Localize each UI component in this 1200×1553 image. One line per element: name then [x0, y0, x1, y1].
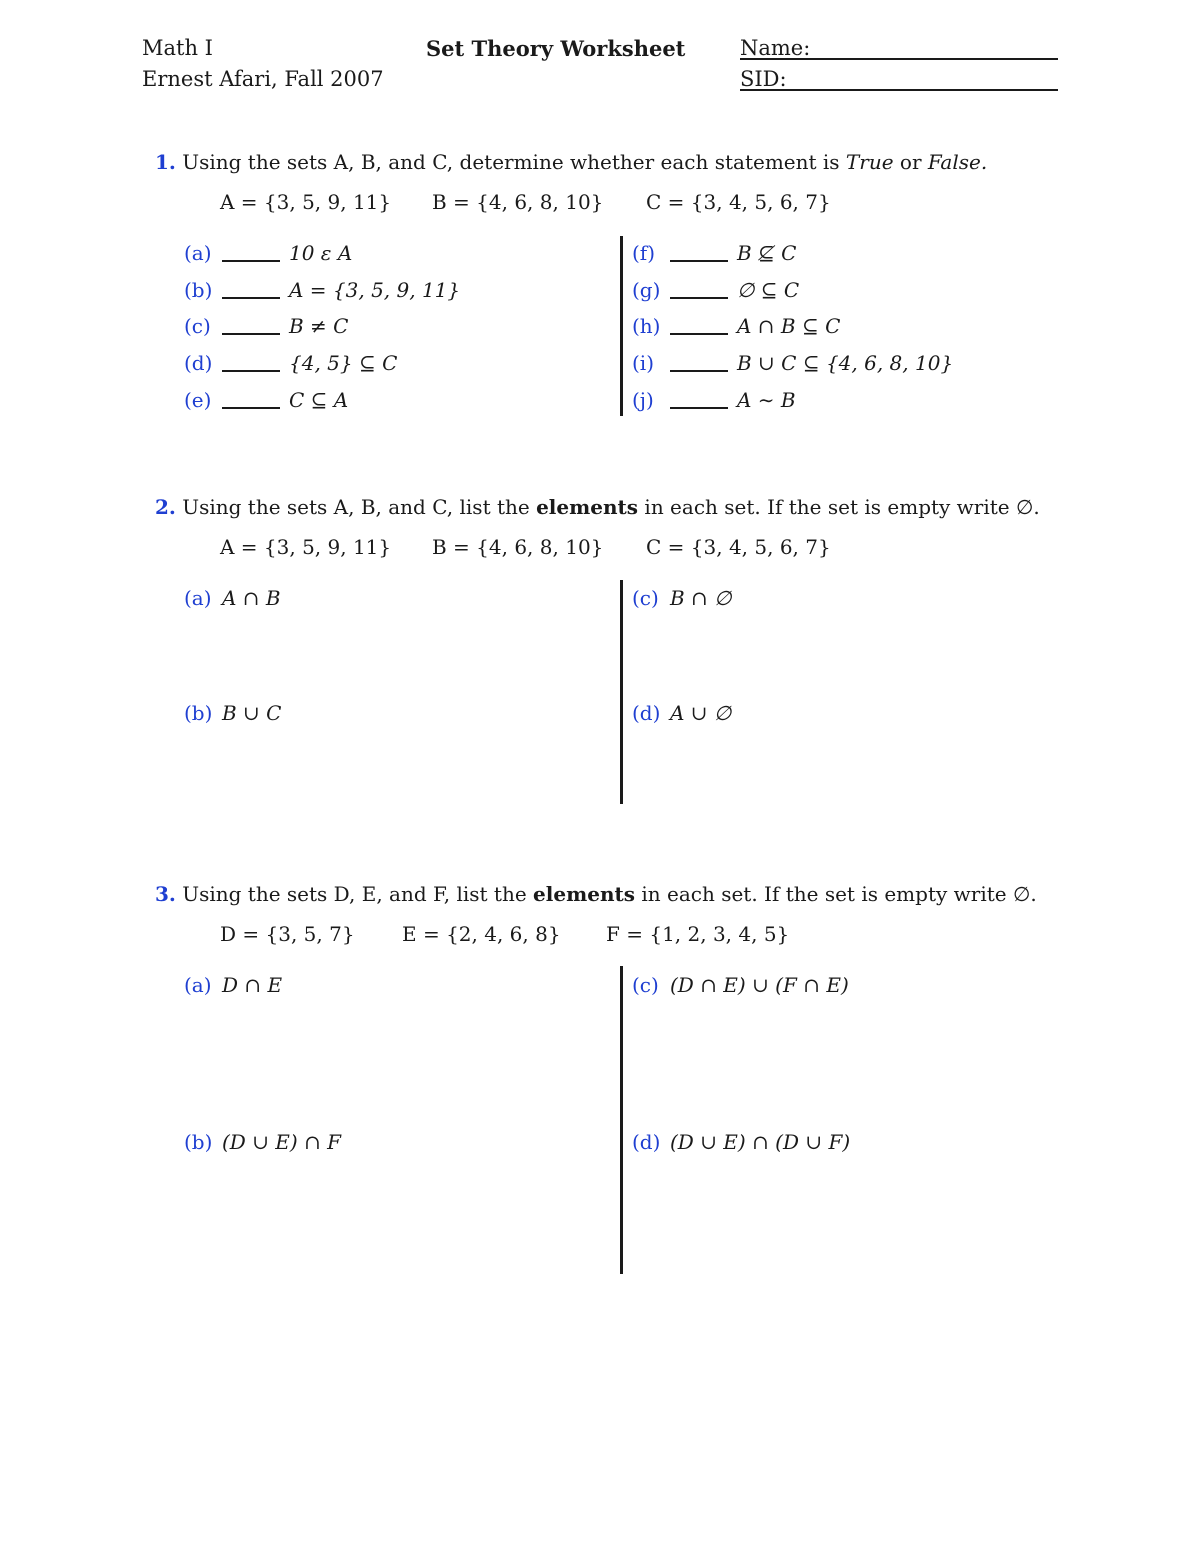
q3-item-b: [184, 1130, 341, 1154]
item-label: (d): [632, 1130, 661, 1154]
answer-blank[interactable]: [222, 370, 280, 372]
item-label: (b): [184, 278, 213, 302]
answer-blank[interactable]: [222, 333, 280, 335]
q1-item-c: [184, 314, 348, 338]
answer-blank[interactable]: [222, 260, 280, 262]
item-expression: (D ∪ E) ∩ F: [222, 1130, 342, 1154]
or-word: or: [893, 150, 928, 174]
q3-set-e: E = {2, 4, 6, 8}: [402, 922, 561, 946]
q1-item-b: [184, 278, 460, 302]
item-expression: (D ∩ E) ∪ (F ∩ E): [670, 973, 849, 997]
item-expression: D ∩ E: [222, 973, 283, 997]
question-3-number: 3.: [155, 882, 176, 906]
item-label: (c): [184, 314, 211, 338]
item-expression: 10 ε A: [289, 241, 353, 265]
item-expression: A = {3, 5, 9, 11}: [289, 278, 461, 302]
item-expression: A ∩ B ⊆ C: [737, 314, 841, 338]
item-expression: C ⊆ A: [289, 388, 349, 412]
item-expression: A ∼ B: [737, 388, 796, 412]
item-label: (d): [632, 701, 661, 725]
question-2-text: Using the sets A, B, and C, list the: [182, 495, 537, 519]
question-3-text: Using the sets D, E, and F, list the: [182, 882, 534, 906]
question-3-text-end: in each set. If the set is empty write ∅.: [635, 882, 1037, 906]
item-label: (h): [632, 314, 661, 338]
answer-blank[interactable]: [670, 260, 728, 262]
q3-set-f: F = {1, 2, 3, 4, 5}: [606, 922, 790, 946]
answer-blank[interactable]: [222, 407, 280, 409]
q1-column-divider: [620, 236, 623, 416]
q1-set-a: A = {3, 5, 9, 11}: [220, 190, 392, 214]
q2-set-a: A = {3, 5, 9, 11}: [220, 535, 392, 559]
author-term: Ernest Afari, Fall 2007: [142, 67, 384, 91]
q1-set-b: B = {4, 6, 8, 10}: [432, 190, 604, 214]
q2-set-b: B = {4, 6, 8, 10}: [432, 535, 604, 559]
answer-blank[interactable]: [670, 407, 728, 409]
sid-label: SID:: [740, 67, 787, 91]
q2-item-a: [184, 586, 281, 610]
item-expression: B ∩ ∅: [670, 586, 732, 610]
page-title: Set Theory Worksheet: [426, 36, 686, 61]
item-expression: ∅ ⊆ C: [737, 278, 800, 302]
q3-item-c: [632, 973, 849, 997]
q2-set-c: C = {3, 4, 5, 6, 7}: [646, 535, 831, 559]
item-label: (f): [632, 241, 656, 265]
item-expression: A ∩ B: [222, 586, 281, 610]
item-label: (a): [184, 586, 212, 610]
q1-item-a: [184, 241, 352, 265]
true-word: True: [845, 150, 894, 174]
item-expression: B ⊈ C: [737, 241, 797, 265]
question-2-prompt: [155, 495, 1040, 519]
item-label: (c): [632, 973, 659, 997]
q1-item-i: [632, 351, 953, 375]
item-label: (c): [632, 586, 659, 610]
q1-item-d: [184, 351, 397, 375]
name-field-line[interactable]: [740, 58, 1058, 60]
q1-item-g: [632, 278, 799, 302]
answer-blank[interactable]: [670, 333, 728, 335]
q2-item-b: [184, 701, 281, 725]
item-label: (a): [184, 973, 212, 997]
q1-item-e: [184, 388, 348, 412]
question-1-text: Using the sets A, B, and C, determine whether each statement is: [182, 150, 846, 174]
course-name: Math I: [142, 36, 213, 60]
question-2-text-end: in each set. If the set is empty write ∅.: [638, 495, 1040, 519]
item-label: (i): [632, 351, 655, 375]
q1-set-c: C = {3, 4, 5, 6, 7}: [646, 190, 831, 214]
item-label: (j): [632, 388, 654, 412]
q3-set-d: D = {3, 5, 7}: [220, 922, 355, 946]
name-label: Name:: [740, 36, 811, 60]
item-expression: A ∪ ∅: [670, 701, 732, 725]
item-expression: (D ∪ E) ∩ (D ∪ F): [670, 1130, 851, 1154]
q2-column-divider: [620, 580, 623, 804]
q1-item-j: [632, 388, 796, 412]
answer-blank[interactable]: [670, 370, 728, 372]
item-expression: B ∪ C ⊆ {4, 6, 8, 10}: [737, 351, 954, 375]
question-1-number: 1.: [155, 150, 176, 174]
question-1-prompt: [155, 150, 987, 174]
item-label: (d): [184, 351, 213, 375]
q3-column-divider: [620, 966, 623, 1274]
q1-item-h: [632, 314, 840, 338]
false-word: False.: [927, 150, 988, 174]
sid-field-line[interactable]: [740, 89, 1058, 91]
answer-blank[interactable]: [222, 297, 280, 299]
question-3-prompt: [155, 882, 1037, 906]
item-label: (b): [184, 701, 213, 725]
q3-item-a: [184, 973, 282, 997]
item-expression: B ≠ C: [289, 314, 349, 338]
item-expression: {4, 5} ⊆ C: [289, 351, 398, 375]
answer-blank[interactable]: [670, 297, 728, 299]
item-label: (g): [632, 278, 661, 302]
q1-item-f: [632, 241, 796, 265]
item-label: (e): [184, 388, 212, 412]
item-expression: B ∪ C: [222, 701, 282, 725]
item-label: (b): [184, 1130, 213, 1154]
q3-item-d: [632, 1130, 850, 1154]
q2-item-d: [632, 701, 731, 725]
elements-word: elements: [533, 882, 636, 906]
question-2-number: 2.: [155, 495, 176, 519]
q2-item-c: [632, 586, 732, 610]
item-label: (a): [184, 241, 212, 265]
elements-word: elements: [536, 495, 639, 519]
